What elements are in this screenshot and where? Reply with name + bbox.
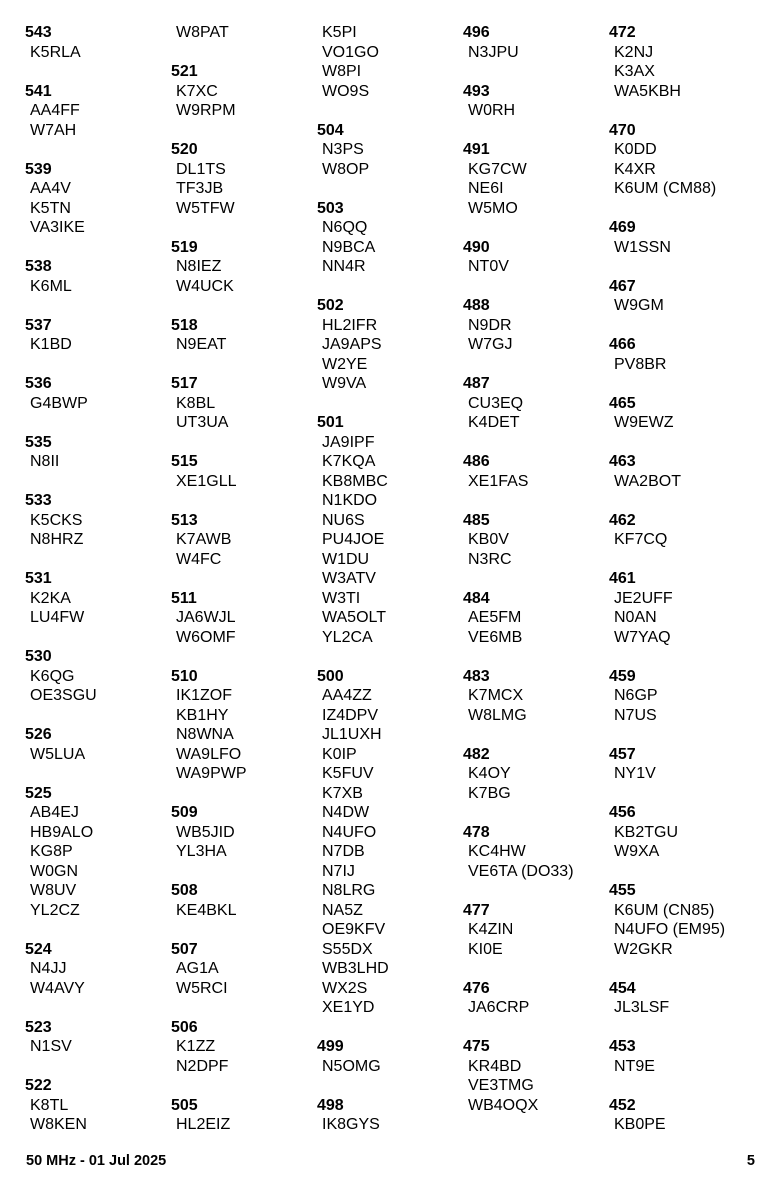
callsign-entry: JA6CRP — [468, 999, 530, 1016]
group-spacer — [170, 296, 316, 316]
score-heading: 478 — [463, 823, 490, 841]
group-spacer — [170, 784, 316, 804]
callsign-entry: YL3HA — [176, 843, 227, 860]
callsign-entry: TF3JB — [176, 180, 224, 197]
callsign-entry: AA4FF — [30, 102, 80, 119]
score-heading: 477 — [463, 901, 490, 919]
group-spacer — [608, 784, 754, 804]
group-spacer — [24, 296, 170, 316]
callsign-entry: JA9IPF — [322, 433, 375, 451]
group-spacer — [316, 394, 462, 414]
group-spacer — [462, 1018, 608, 1038]
score-heading: 526 — [25, 726, 52, 743]
callsign-entry: N9BCA — [322, 238, 376, 256]
group-spacer — [316, 179, 462, 199]
score-heading: 461 — [609, 570, 636, 587]
callsign-entry: NU6S — [322, 511, 365, 529]
callsign-entry: W4FC — [176, 550, 222, 568]
callsign-entry: N1SV — [30, 1038, 72, 1055]
callsign-entry: WO9S — [322, 82, 370, 100]
group-spacer — [462, 881, 608, 901]
callsign-entry: K1ZZ — [176, 1038, 216, 1055]
callsign-entry: WB5JID — [176, 823, 235, 841]
callsign-entry: HB9ALO — [30, 823, 94, 841]
callsign-entry: W1DU — [322, 550, 370, 568]
callsign-entry: K1BD — [30, 336, 72, 353]
callsign-entry: WB3LHD — [322, 960, 389, 977]
callsign-entry: AA4V — [30, 180, 71, 197]
callsign-entry: W7GJ — [468, 336, 513, 353]
group-spacer — [316, 1076, 462, 1096]
group-spacer — [24, 355, 170, 375]
group-spacer — [608, 257, 754, 277]
callsign-entry: KB2TGU — [614, 823, 679, 841]
callsign-entry: W5TFW — [176, 199, 235, 217]
score-heading: 476 — [463, 979, 490, 997]
score-heading: 530 — [25, 648, 52, 665]
group-spacer — [24, 628, 170, 648]
score-heading: 503 — [317, 199, 344, 217]
callsign-entry: K6QG — [30, 667, 75, 685]
group-spacer — [170, 569, 316, 589]
group-spacer — [462, 218, 608, 238]
group-spacer — [462, 433, 608, 453]
score-heading: 456 — [609, 804, 636, 821]
callsign-entry: N8HRZ — [30, 531, 84, 548]
callsign-entry: KB0PE — [614, 1116, 666, 1133]
callsign-entry: W8KEN — [30, 1116, 87, 1133]
score-heading: 454 — [609, 979, 636, 997]
callsign-entry: G4BWP — [30, 394, 88, 412]
callsign-entry: K2NJ — [614, 43, 654, 61]
callsign-entry: W5LUA — [30, 745, 86, 763]
callsign-entry: N4UFO — [322, 823, 377, 841]
group-spacer — [170, 1076, 316, 1096]
callsign-entry: K4DET — [468, 414, 520, 431]
group-spacer — [608, 433, 754, 453]
callsign-entry: K6UM (CM88) — [614, 180, 717, 197]
callsign-entry: N8LRG — [322, 882, 376, 899]
callsign-entry: W9RPM — [176, 102, 236, 119]
score-heading: 452 — [609, 1096, 636, 1114]
score-heading: 484 — [463, 589, 490, 607]
group-spacer — [316, 1018, 462, 1038]
callsign-entry: AE5FM — [468, 609, 522, 626]
group-spacer — [24, 1057, 170, 1077]
score-heading: 501 — [317, 414, 344, 431]
callsign-entry: AB4EJ — [30, 804, 79, 821]
group-spacer — [608, 199, 754, 219]
callsign-entry: N8IEZ — [176, 258, 222, 275]
callsign-entry: K7XB — [322, 784, 363, 802]
callsign-entry: K7KQA — [322, 453, 376, 470]
callsign-entry: K6ML — [30, 277, 72, 295]
callsign-entry: WA9LFO — [176, 745, 242, 763]
callsign-entry: W5MO — [468, 199, 518, 217]
callsign-entry: VO1GO — [322, 43, 379, 61]
score-heading: 462 — [609, 511, 636, 529]
page-footer — [0, 1153, 767, 1175]
score-heading: 482 — [463, 745, 490, 763]
score-heading: 486 — [463, 453, 490, 470]
callsign-entry: N6GP — [614, 687, 658, 704]
callsign-entry: NN4R — [322, 258, 366, 275]
callsign-entry: K6UM (CN85) — [614, 901, 715, 919]
callsign-entry: W8PAT — [176, 24, 229, 41]
callsign-entry: AG1A — [176, 960, 219, 977]
group-spacer — [24, 472, 170, 492]
callsign-entry: VE6MB — [468, 628, 523, 646]
callsign-entry: KE4BKL — [176, 901, 237, 919]
callsign-entry: N4JJ — [30, 960, 67, 977]
score-heading: 505 — [171, 1096, 198, 1114]
callsign-entry: VE6TA (DO33) — [468, 862, 574, 880]
group-spacer — [462, 569, 608, 589]
callsign-entry: WA5KBH — [614, 82, 681, 100]
column-2 — [170, 23, 316, 1135]
score-heading: 525 — [25, 784, 52, 802]
callsign-entry: K0IP — [322, 745, 357, 763]
group-spacer — [462, 121, 608, 141]
group-spacer — [24, 998, 170, 1018]
score-heading: 463 — [609, 453, 636, 470]
score-heading: 500 — [317, 667, 344, 685]
callsign-entry: K0DD — [614, 141, 657, 158]
callsign-entry: WA2BOT — [614, 472, 681, 490]
callsign-entry: IK1ZOF — [176, 687, 233, 704]
callsign-entry: N8WNA — [176, 726, 234, 743]
callsign-entry: CU3EQ — [468, 394, 524, 412]
group-spacer — [170, 998, 316, 1018]
callsign-entry: W7YAQ — [614, 628, 671, 646]
score-heading: 487 — [463, 375, 490, 392]
callsign-entry: UT3UA — [176, 414, 229, 431]
callsign-entry: K7MCX — [468, 687, 524, 704]
callsign-entry: NE6I — [468, 180, 504, 197]
score-heading: 510 — [171, 667, 198, 685]
group-spacer — [608, 374, 754, 394]
callsign-entry: LU4FW — [30, 609, 85, 626]
callsign-entry: VE3TMG — [468, 1077, 534, 1094]
callsign-entry: N4UFO (EM95) — [614, 921, 726, 938]
callsign-entry: IZ4DPV — [322, 706, 379, 724]
group-spacer — [170, 491, 316, 511]
score-heading: 469 — [609, 219, 636, 236]
callsign-entry: N3JPU — [468, 43, 519, 61]
callsign-entry: W4AVY — [30, 979, 85, 997]
callsign-entry: NA5Z — [322, 901, 363, 919]
score-heading: 491 — [463, 141, 490, 158]
callsign-entry: N3PS — [322, 141, 364, 158]
callsign-entry: K4ZIN — [468, 921, 514, 938]
score-heading: 499 — [317, 1038, 344, 1055]
callsign-entry: WB4OQX — [468, 1096, 539, 1114]
score-heading: 543 — [25, 24, 52, 41]
callsign-entry: KG7CW — [468, 160, 527, 178]
callsign-entry: K5PI — [322, 24, 357, 41]
group-spacer — [608, 491, 754, 511]
score-heading: 522 — [25, 1077, 52, 1094]
callsign-entry: N7US — [614, 706, 657, 724]
callsign-entry: W8UV — [30, 882, 77, 899]
score-heading: 493 — [463, 82, 490, 100]
callsign-entry: W0RH — [468, 102, 516, 119]
callsign-entry: HL2EIZ — [176, 1116, 231, 1133]
callsign-entry: JA9APS — [322, 336, 382, 353]
callsign-entry: N6QQ — [322, 219, 368, 236]
score-heading: 517 — [171, 375, 198, 392]
callsign-entry: NT9E — [614, 1057, 655, 1075]
callsign-entry: JL1UXH — [322, 726, 382, 743]
callsign-entry: WA5OLT — [322, 609, 387, 626]
callsign-entry: VA3IKE — [30, 219, 85, 236]
callsign-entry: K5CKS — [30, 511, 83, 529]
score-heading: 467 — [609, 277, 636, 295]
callsign-entry: N1KDO — [322, 492, 378, 509]
score-heading: 519 — [171, 238, 198, 256]
group-spacer — [24, 706, 170, 726]
score-heading: 538 — [25, 258, 52, 275]
callsign-entry: W8PI — [322, 63, 362, 80]
callsign-entry: W7AH — [30, 121, 77, 139]
results-columns — [0, 23, 767, 1143]
score-heading: 453 — [609, 1038, 636, 1055]
group-spacer — [462, 491, 608, 511]
score-heading: 511 — [171, 589, 197, 607]
callsign-entry: K8TL — [30, 1096, 69, 1114]
group-spacer — [24, 238, 170, 258]
callsign-entry: N8II — [30, 453, 60, 470]
callsign-entry: K2KA — [30, 589, 71, 607]
group-spacer — [24, 920, 170, 940]
callsign-entry: W8OP — [322, 160, 370, 178]
group-spacer — [462, 725, 608, 745]
callsign-entry: N3RC — [468, 550, 512, 568]
callsign-entry: N5OMG — [322, 1057, 381, 1075]
callsign-entry: W2YE — [322, 355, 368, 373]
group-spacer — [462, 959, 608, 979]
callsign-entry: W5RCI — [176, 979, 228, 997]
group-spacer — [24, 413, 170, 433]
group-spacer — [462, 803, 608, 823]
callsign-entry: KC4HW — [468, 843, 526, 860]
score-heading: 472 — [609, 24, 636, 41]
group-spacer — [608, 959, 754, 979]
score-heading: 539 — [25, 160, 52, 178]
column-3 — [316, 23, 462, 1135]
score-heading: 465 — [609, 394, 636, 412]
callsign-entry: YL2CZ — [30, 901, 80, 919]
score-heading: 490 — [463, 238, 490, 256]
callsign-entry: JL3LSF — [614, 999, 670, 1016]
callsign-entry: K5FUV — [322, 765, 374, 782]
group-spacer — [170, 647, 316, 667]
callsign-entry: KB8MBC — [322, 472, 388, 490]
score-heading: 524 — [25, 940, 52, 958]
group-spacer — [608, 1076, 754, 1096]
group-spacer — [170, 920, 316, 940]
callsign-entry: W9VA — [322, 375, 367, 392]
column-5 — [608, 23, 754, 1135]
callsign-entry: K4OY — [468, 765, 511, 782]
score-heading: 541 — [25, 82, 52, 100]
callsign-entry: N9EAT — [176, 336, 227, 353]
group-spacer — [462, 277, 608, 297]
callsign-entry: W8LMG — [468, 706, 527, 724]
callsign-entry: PV8BR — [614, 355, 667, 373]
group-spacer — [608, 101, 754, 121]
callsign-entry: IK8GYS — [322, 1116, 380, 1133]
callsign-entry: K5RLA — [30, 43, 81, 61]
callsign-entry: XE1FAS — [468, 472, 529, 490]
score-heading: 515 — [171, 453, 198, 470]
score-heading: 498 — [317, 1096, 344, 1114]
callsign-entry: HL2IFR — [322, 316, 378, 334]
group-spacer — [170, 862, 316, 882]
group-spacer — [608, 1018, 754, 1038]
callsign-entry: XE1YD — [322, 999, 375, 1016]
callsign-entry: PU4JOE — [322, 531, 385, 548]
callsign-entry: XE1GLL — [176, 472, 237, 490]
callsign-entry: WX2S — [322, 979, 368, 997]
callsign-entry: W2GKR — [614, 940, 673, 958]
callsign-entry: KB1HY — [176, 706, 229, 724]
callsign-entry: JE2UFF — [614, 589, 673, 607]
group-spacer — [170, 433, 316, 453]
group-spacer — [608, 725, 754, 745]
score-heading: 507 — [171, 940, 198, 958]
callsign-entry: N2DPF — [176, 1057, 229, 1075]
group-spacer — [24, 140, 170, 160]
score-heading: 459 — [609, 667, 636, 685]
group-spacer — [170, 121, 316, 141]
score-heading: 475 — [463, 1038, 490, 1055]
callsign-entry: N9DR — [468, 316, 512, 334]
group-spacer — [24, 550, 170, 570]
column-1 — [24, 23, 170, 1135]
callsign-entry: K5TN — [30, 199, 71, 217]
score-heading: 520 — [171, 141, 198, 158]
callsign-entry: W9EWZ — [614, 414, 674, 431]
group-spacer — [462, 62, 608, 82]
score-heading: 531 — [25, 570, 52, 587]
callsign-entry: KI0E — [468, 940, 503, 958]
callsign-entry: KF7CQ — [614, 531, 668, 548]
callsign-entry: N4DW — [322, 804, 370, 821]
group-spacer — [24, 62, 170, 82]
group-spacer — [316, 647, 462, 667]
group-spacer — [316, 101, 462, 121]
callsign-entry: W1SSN — [614, 238, 671, 256]
group-spacer — [170, 218, 316, 238]
score-heading: 485 — [463, 511, 490, 529]
callsign-entry: K8BL — [176, 394, 216, 412]
callsign-entry: W4UCK — [176, 277, 234, 295]
callsign-entry: DL1TS — [176, 160, 226, 178]
score-heading: 470 — [609, 121, 636, 139]
callsign-entry: K3AX — [614, 63, 655, 80]
score-heading: 523 — [25, 1018, 52, 1036]
score-heading: 455 — [609, 882, 636, 899]
callsign-entry: KG8P — [30, 843, 73, 860]
score-heading: 488 — [463, 297, 490, 314]
callsign-entry: W3TI — [322, 589, 361, 607]
score-heading: 483 — [463, 667, 490, 685]
callsign-entry: W9XA — [614, 843, 660, 860]
score-heading: 466 — [609, 336, 636, 353]
callsign-entry: OE3SGU — [30, 687, 97, 704]
group-spacer — [170, 43, 316, 63]
callsign-entry: AA4ZZ — [322, 687, 372, 704]
callsign-entry: W9GM — [614, 297, 664, 314]
footer-band-date: 50 MHz - 01 Jul 2025 — [26, 1153, 167, 1169]
group-spacer — [170, 355, 316, 375]
callsign-entry: KB0V — [468, 531, 509, 548]
callsign-entry: YL2CA — [322, 628, 373, 646]
score-heading: 457 — [609, 745, 636, 763]
group-spacer — [24, 764, 170, 784]
callsign-entry: W0GN — [30, 862, 78, 880]
score-heading: 513 — [171, 511, 198, 529]
callsign-entry: K7XC — [176, 82, 218, 100]
score-heading: 508 — [171, 882, 198, 899]
score-heading: 506 — [171, 1018, 198, 1036]
group-spacer — [608, 647, 754, 667]
score-heading: 496 — [463, 24, 490, 41]
callsign-entry: W6OMF — [176, 628, 236, 646]
callsign-entry: WA9PWP — [176, 765, 247, 782]
callsign-entry: K7BG — [468, 784, 511, 802]
score-heading: 521 — [171, 63, 198, 80]
group-spacer — [608, 550, 754, 570]
group-spacer — [608, 316, 754, 336]
page-number: 5 — [746, 1153, 755, 1169]
column-4 — [462, 23, 608, 1115]
callsign-entry: K4XR — [614, 160, 656, 178]
score-heading: 536 — [25, 375, 52, 392]
callsign-entry: NT0V — [468, 258, 509, 275]
score-heading: 509 — [171, 804, 198, 821]
group-spacer — [608, 862, 754, 882]
score-heading: 504 — [317, 121, 344, 139]
callsign-entry: JA6WJL — [176, 609, 236, 626]
callsign-entry: N7IJ — [322, 862, 355, 880]
callsign-entry: N0AN — [614, 609, 657, 626]
callsign-entry: W3ATV — [322, 570, 376, 587]
callsign-entry: N7DB — [322, 843, 365, 860]
group-spacer — [462, 647, 608, 667]
score-heading: 533 — [25, 492, 52, 509]
score-heading: 502 — [317, 297, 344, 314]
callsign-entry: K7AWB — [176, 531, 232, 548]
score-heading: 537 — [25, 316, 52, 334]
callsign-entry: KR4BD — [468, 1057, 522, 1075]
callsign-entry: S55DX — [322, 940, 373, 958]
group-spacer — [316, 277, 462, 297]
score-heading: 518 — [171, 316, 198, 334]
group-spacer — [462, 355, 608, 375]
score-heading: 535 — [25, 433, 52, 451]
callsign-entry: OE9KFV — [322, 921, 386, 938]
callsign-entry: NY1V — [614, 765, 656, 782]
